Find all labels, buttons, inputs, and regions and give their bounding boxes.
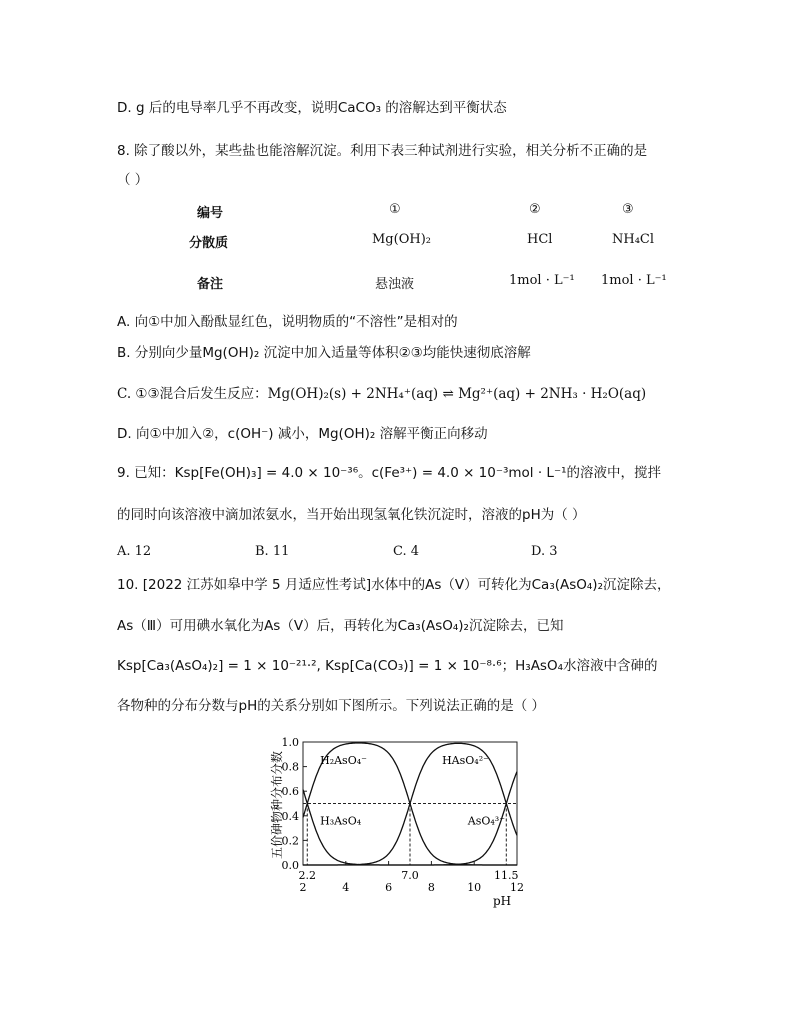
h3aso4-label: H₃AsO₄ (320, 814, 362, 828)
q9-option-d: D. 3 (531, 544, 558, 559)
y-tick-label: 0.6 (281, 785, 299, 799)
row-label-note: 备注 (197, 277, 224, 292)
q7-option-d: D. g 后的电导率几乎不再改变，说明CaCO₃ 的溶解达到平衡状态 (117, 100, 507, 116)
col2-number: ② (529, 202, 541, 217)
y-tick-label: 0.4 (281, 809, 299, 823)
q10-stem-line3: Ksp[Ca₃(AsO₄)₂] = 1 × 10⁻²¹·², Ksp[Ca(CO₃)] = 1 × 10⁻⁸·⁶；H₃AsO₄水溶液中含砷的 (117, 658, 658, 674)
marked-x-label: 2.2 (298, 869, 317, 882)
col3-number: ③ (622, 202, 634, 217)
aso4-label: AsO₄³⁻ (467, 814, 506, 828)
q8-answer-paren: （ ） (117, 172, 149, 188)
h2aso4-label: H₂AsO₄⁻ (320, 754, 367, 768)
q9-option-c: C. 4 (393, 544, 420, 559)
q8-option-d: D. 向①中加入②，c(OH⁻) 减小，Mg(OH)₂ 溶解平衡正向移动 (117, 426, 488, 442)
q8-option-b: B. 分别向少量Mg(OH)₂ 沉淀中加入适量等体积②③均能快速彻底溶解 (117, 345, 531, 361)
q8-option-a: A. 向①中加入酚酞显红色，说明物质的“不溶性”是相对的 (117, 314, 458, 330)
y-tick-label: 0.0 (281, 859, 299, 872)
q9-stem-line2: 的同时向该溶液中滴加浓氨水，当开始出现氢氧化铁沉淀时，溶液的pH为（ ） (117, 507, 586, 523)
x-tick-label: 6 (385, 881, 393, 894)
x-tick-label: 4 (342, 881, 350, 894)
chart-y-axis-label: 五价砷物种分布分数 (270, 750, 284, 860)
x-tick-label: 8 (427, 881, 435, 894)
haso4-label: HAsO₄²⁻ (442, 754, 489, 768)
col1-note: 悬浊液 (375, 277, 415, 292)
q10-stem-line2: As（Ⅲ）可用碘水氧化为As（Ⅴ）后，再转化为Ca₃(AsO₄)₂沉淀除去，已知 (117, 618, 564, 634)
col3-dispersoid: NH₄Cl (612, 232, 655, 247)
x-tick-label: 10 (467, 881, 482, 894)
marked-x-label: 7.0 (401, 869, 419, 882)
col3-note: 1mol · L⁻¹ (601, 273, 667, 288)
col2-dispersoid: HCl (527, 232, 553, 247)
col1-number: ① (389, 202, 401, 217)
q10-stem-line1: 10. [2022 江苏如皋中学 5 月适应性考试]水体中的As（Ⅴ）可转化为Ca₃(AsO₄)₂沉淀除去， (117, 577, 671, 593)
marked-x-label: 11.5 (494, 869, 519, 882)
q10-stem-line4: 各物种的分布分数与pH的关系分别如下图所示。下列说法正确的是（ ） (117, 698, 546, 714)
y-tick-label: 0.2 (281, 834, 299, 848)
q9-stem-line1: 9. 已知：Ksp[Fe(OH)₃] = 4.0 × 10⁻³⁶。c(Fe³⁺) = 4.0 × 10⁻³mol · L⁻¹的溶液中，搅拌 (117, 465, 661, 481)
row-label-dispersoid: 分散质 (189, 236, 229, 251)
y-tick-label: 1.0 (281, 736, 299, 749)
row-label-number: 编号 (197, 206, 224, 221)
y-tick-label: 0.8 (281, 760, 299, 774)
x-tick-label: 2 (299, 881, 307, 894)
col2-note: 1mol · L⁻¹ (509, 273, 575, 288)
chart-x-axis-label: pH (493, 894, 512, 908)
col1-dispersoid: Mg(OH)₂ (372, 232, 431, 247)
q9-option-b: B. 11 (255, 544, 290, 559)
arsenic-species-distribution-chart (265, 735, 535, 910)
q8-stem: 8. 除了酸以外，某些盐也能溶解沉淀。利用下表三种试剂进行实验，相关分析不正确的是 (117, 143, 648, 159)
x-tick-label: 12 (510, 881, 524, 894)
q8-option-c: C. ①③混合后发生反应：Mg(OH)₂(s) + 2NH₄⁺(aq) ⇌ Mg²⁺(aq) + 2NH₃ · H₂O(aq) (117, 386, 647, 402)
q9-option-a: A. 12 (117, 544, 152, 559)
